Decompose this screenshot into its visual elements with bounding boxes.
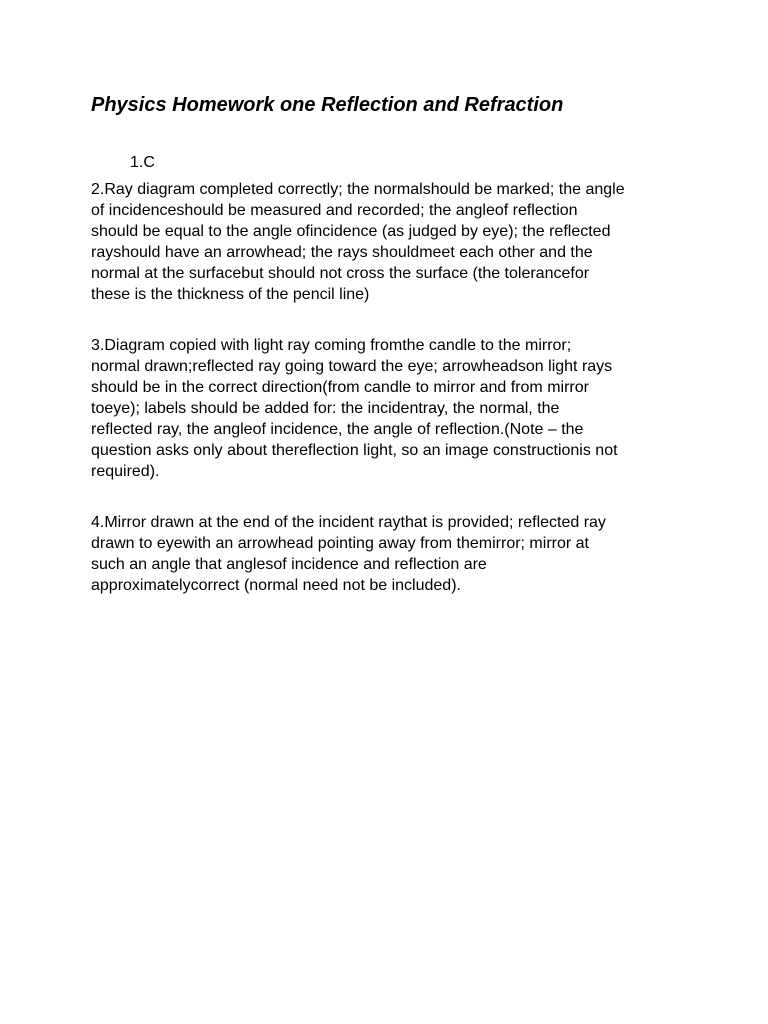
document-title: Physics Homework one Reflection and Refraction xyxy=(91,94,564,116)
answer-2: 2.Ray diagram completed correctly; the normalshould be marked; the angle of incidenceshould be measured and recorded; the angleof reflection should be equal to the angle ofincidence (as judged by eye); the reflected rayshould have an arrowhead; the rays shouldmeet each other and the normal at the surfacebut should not cross the surface (the tolerancefor these is the thickness of the pencil line) xyxy=(91,181,625,303)
answer-1: 1.C xyxy=(130,154,155,171)
answer-4: 4.Mirror drawn at the end of the incident raythat is provided; reflected ray drawn to eyewith an arrowhead pointing away from themirror; mirror at such an angle that anglesof incidence and reflection are approximatelycorrect (normal need not be included). xyxy=(91,514,606,594)
answer-3: 3.Diagram copied with light ray coming fromthe candle to the mirror; normal drawn;reflected ray going toward the eye; arrowheadson light rays should be in the correct direction(from candle to mirror and from mirror toeye); labels should be added for: the incidentray, the normal, the reflected ray, the angleof incidence, the angle of reflection.(Note – the question asks only about thereflection light, so an image constructionis not required). xyxy=(91,337,618,480)
